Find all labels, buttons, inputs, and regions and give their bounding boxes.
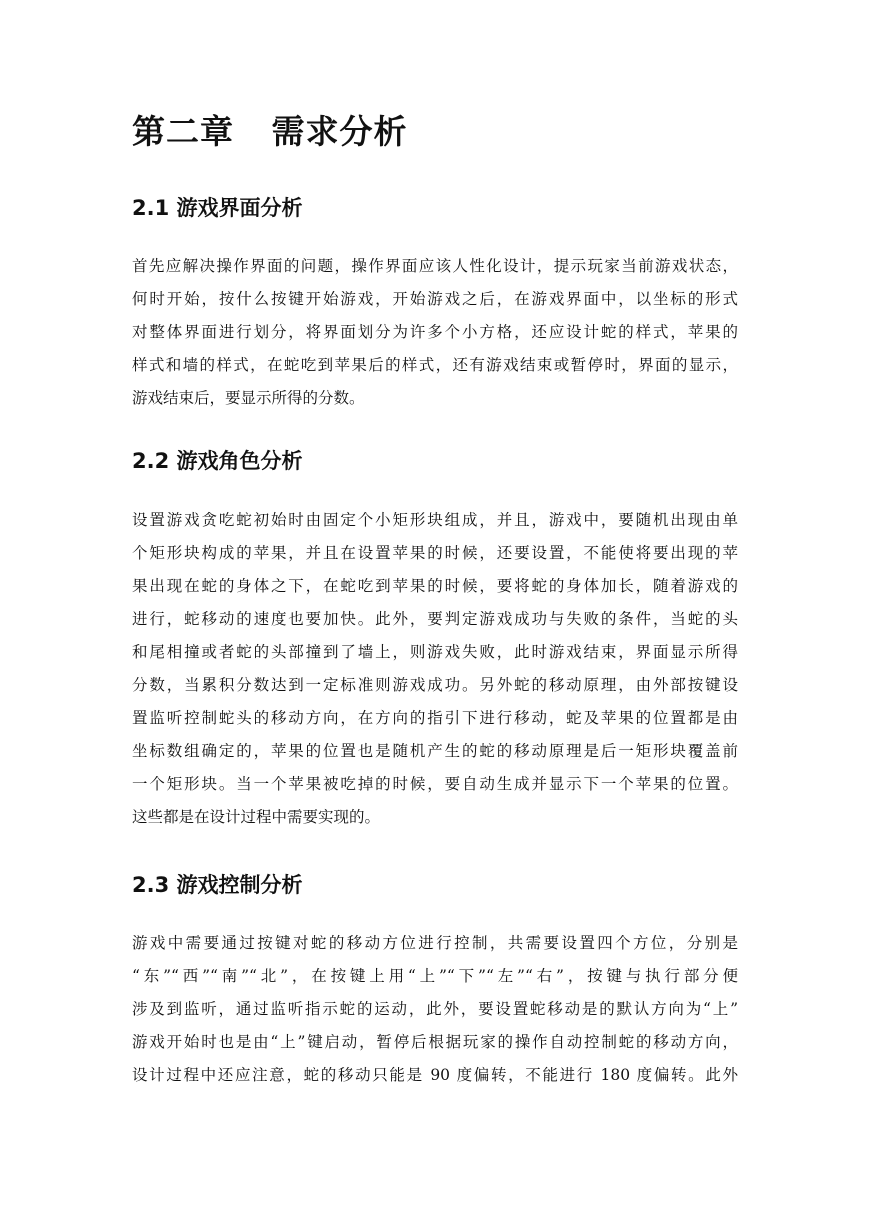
paragraph-line: “东”“西”“南”“北”，在按键上用“上”“下”“左”“右”，按键与执行部分便 xyxy=(132,967,738,985)
paragraph-line: 置监听控制蛇头的移动方向，在方向的指引下进行移动，蛇及苹果的位置都是由 xyxy=(132,709,738,727)
section-heading-2-1: 2.1 游戏界面分析 xyxy=(132,196,303,220)
section-heading-2-2: 2.2 游戏角色分析 xyxy=(132,449,303,473)
paragraph-line: 和尾相撞或者蛇的头部撞到了墙上，则游戏失败，此时游戏结束，界面显示所得 xyxy=(132,643,738,661)
paragraph-line: 游戏中需要通过按键对蛇的移动方位进行控制，共需要设置四个方位，分别是 xyxy=(132,934,738,952)
paragraph-line: 何时开始，按什么按键开始游戏，开始游戏之后，在游戏界面中，以坐标的形式 xyxy=(132,290,738,308)
paragraph-line: 坐标数组确定的，苹果的位置也是随机产生的蛇的移动原理是后一矩形块覆盖前 xyxy=(132,742,738,760)
paragraph-game-interface xyxy=(132,250,738,415)
paragraph-line: 分数，当累积分数达到一定标准则游戏成功。另外蛇的移动原理，由外部按键设 xyxy=(132,676,738,694)
paragraph-line: 个矩形块构成的苹果，并且在设置苹果的时候，还要设置，不能使将要出现的苹 xyxy=(132,544,738,562)
paragraph-line: 对整体界面进行划分，将界面划分为许多个小方格，还应设计蛇的样式，苹果的 xyxy=(132,323,738,341)
chapter-title: 第二章 需求分析 xyxy=(132,112,408,151)
paragraph-line: 这些都是在设计过程中需要实现的。 xyxy=(132,808,381,826)
paragraph-line: 果出现在蛇的身体之下，在蛇吃到苹果的时候，要将蛇的身体加长，随着游戏的 xyxy=(132,577,738,595)
paragraph-line: 进行，蛇移动的速度也要加快。此外，要判定游戏成功与失败的条件，当蛇的头 xyxy=(132,610,738,628)
paragraph-line: 游戏开始时也是由“上”键启动，暂停后根据玩家的操作自动控制蛇的移动方向， xyxy=(132,1033,738,1051)
paragraph-line: 设置游戏贪吃蛇初始时由固定个小矩形块组成，并且，游戏中，要随机出现由单 xyxy=(132,511,738,529)
paragraph-game-roles xyxy=(132,504,738,834)
paragraph-line: 设计过程中还应注意，蛇的移动只能是 90 度偏转，不能进行 180 度偏转。此外 xyxy=(132,1066,738,1084)
paragraph-line: 一个矩形块。当一个苹果被吃掉的时候，要自动生成并显示下一个苹果的位置。 xyxy=(132,775,738,793)
paragraph-line: 首先应解决操作界面的问题，操作界面应该人性化设计，提示玩家当前游戏状态， xyxy=(132,257,738,275)
paragraph-line: 样式和墙的样式，在蛇吃到苹果后的样式，还有游戏结束或暂停时，界面的显示， xyxy=(132,356,738,374)
paragraph-line: 涉及到监听，通过监听指示蛇的运动，此外，要设置蛇移动是的默认方向为“上” xyxy=(132,1000,738,1018)
paragraph-line: 游戏结束后，要显示所得的分数。 xyxy=(132,389,365,407)
paragraph-game-control xyxy=(132,927,738,1092)
section-heading-2-3: 2.3 游戏控制分析 xyxy=(132,873,303,897)
